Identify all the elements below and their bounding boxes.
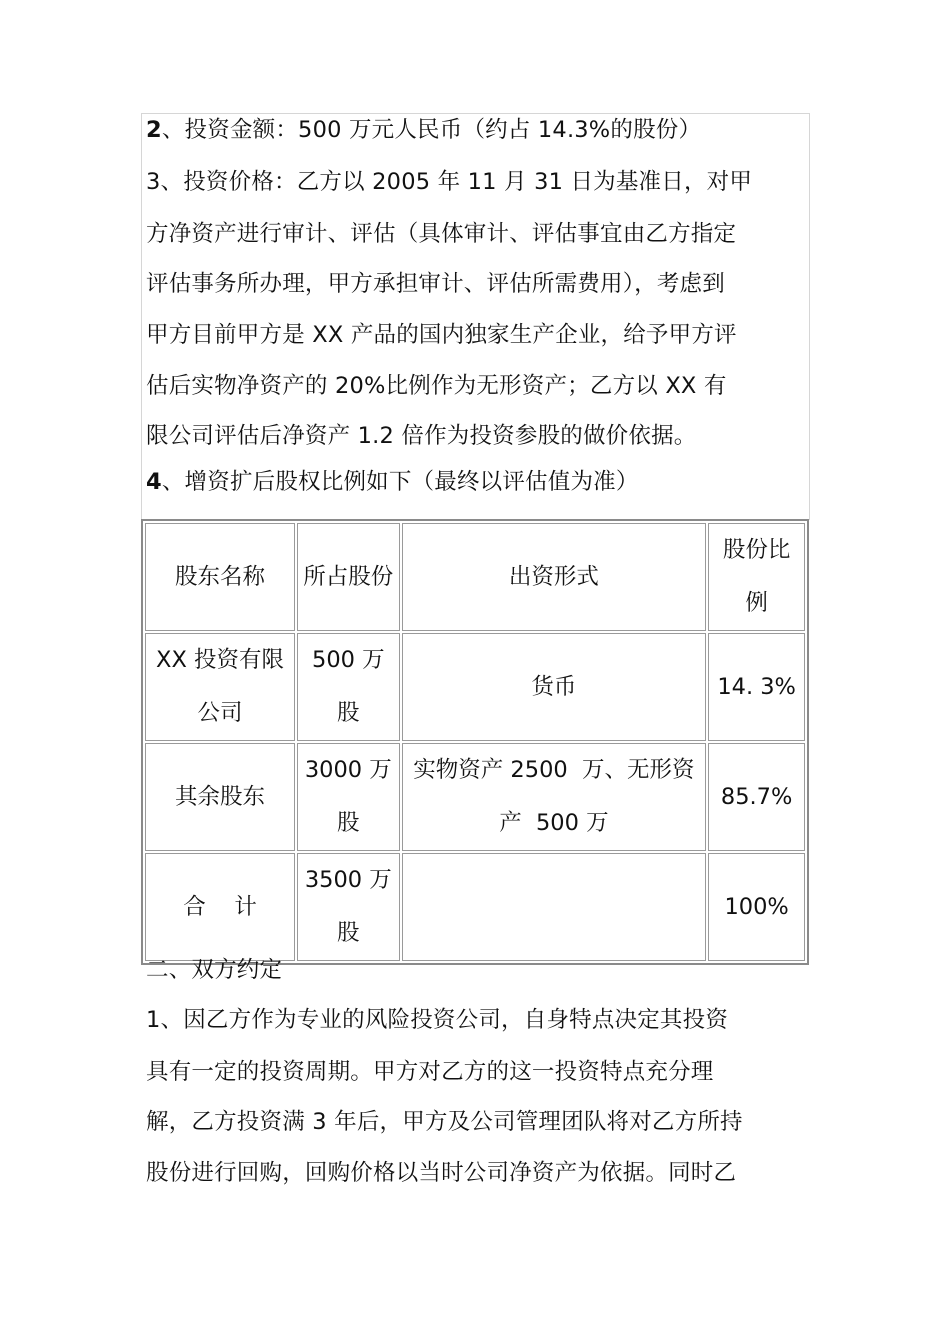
item-number: 4 (146, 469, 162, 495)
cell-shares (297, 633, 399, 741)
equity-table (141, 519, 809, 965)
item-number: 2 (146, 117, 162, 143)
cell-contribution-form (402, 743, 707, 851)
paragraph-line: 限公司评估后净资产 1.2 倍作为投资参股的做价依据。 (146, 423, 697, 449)
item-text: 、增资扩后股权比例如下（最终以评估值为准） (161, 469, 639, 495)
cell-line: 3500 万 (304, 867, 392, 893)
cell-ratio: 85.7% (708, 743, 805, 851)
cell-line: 500 万 (312, 647, 385, 673)
cell-shareholder-name: 其余股东 (145, 743, 295, 851)
investment-price-line: 3、投资价格：乙方以 2005 年 11 月 31 日为基准日，对甲 (146, 169, 753, 195)
equity-ratio-heading (146, 468, 639, 496)
cell-shares (297, 853, 399, 961)
paragraph-line: 具有一定的投资周期。甲方对乙方的这一投资特点充分理 (146, 1059, 714, 1085)
item-text: 、投资金额：500 万元人民币（约占 14.3%的股份） (161, 117, 702, 143)
table-row (145, 633, 805, 741)
table-header-row (145, 523, 805, 631)
cell-total-label: 合 计 (145, 853, 295, 961)
paragraph-line: 1、因乙方作为专业的风险投资公司，自身特点决定其投资 (146, 1007, 729, 1033)
cell-line: 实物资产 2500 万、无形资 (413, 757, 695, 783)
cell-line: 公司 (197, 700, 243, 726)
cell-line: 3000 万 (304, 757, 392, 783)
cell-line: 产 500 万 (499, 810, 609, 836)
header-contribution-form: 出资形式 (402, 523, 707, 631)
header-share-ratio (708, 523, 805, 631)
paragraph-line: 股份进行回购，回购价格以当时公司净资产为依据。同时乙 (146, 1160, 737, 1186)
cell-line: 股 (337, 920, 360, 946)
cell-line: 股 (337, 810, 360, 836)
header-line: 股份比 (722, 537, 791, 563)
paragraph-line: 方净资产进行审计、评估（具体审计、评估事宜由乙方指定 (146, 221, 737, 247)
cell-contribution-form: 货币 (402, 633, 707, 741)
section-heading: 二、双方约定 (146, 957, 283, 983)
cell-shareholder-name (145, 633, 295, 741)
header-shares-held: 所占股份 (297, 523, 399, 631)
paragraph-line: 甲方目前甲方是 XX 产品的国内独家生产企业，给予甲方评 (146, 322, 737, 348)
paragraph-line: 评估事务所办理，甲方承担审计、评估所需费用），考虑到 (146, 271, 725, 297)
cell-shares (297, 743, 399, 851)
table-row (145, 853, 805, 961)
header-shareholder-name: 股东名称 (145, 523, 295, 631)
investment-amount-line (146, 116, 701, 144)
paragraph-line: 解，乙方投资满 3 年后，甲方及公司管理团队将对乙方所持 (146, 1109, 743, 1135)
paragraph-line: 估后实物净资产的 20%比例作为无形资产；乙方以 XX 有 (146, 373, 727, 399)
header-line: 例 (745, 590, 768, 616)
cell-line: XX 投资有限 (156, 647, 285, 673)
cell-ratio: 100% (708, 853, 805, 961)
cell-line: 股 (337, 700, 360, 726)
cell-contribution-form (402, 853, 707, 961)
table-row (145, 743, 805, 851)
cell-ratio: 14. 3% (708, 633, 805, 741)
